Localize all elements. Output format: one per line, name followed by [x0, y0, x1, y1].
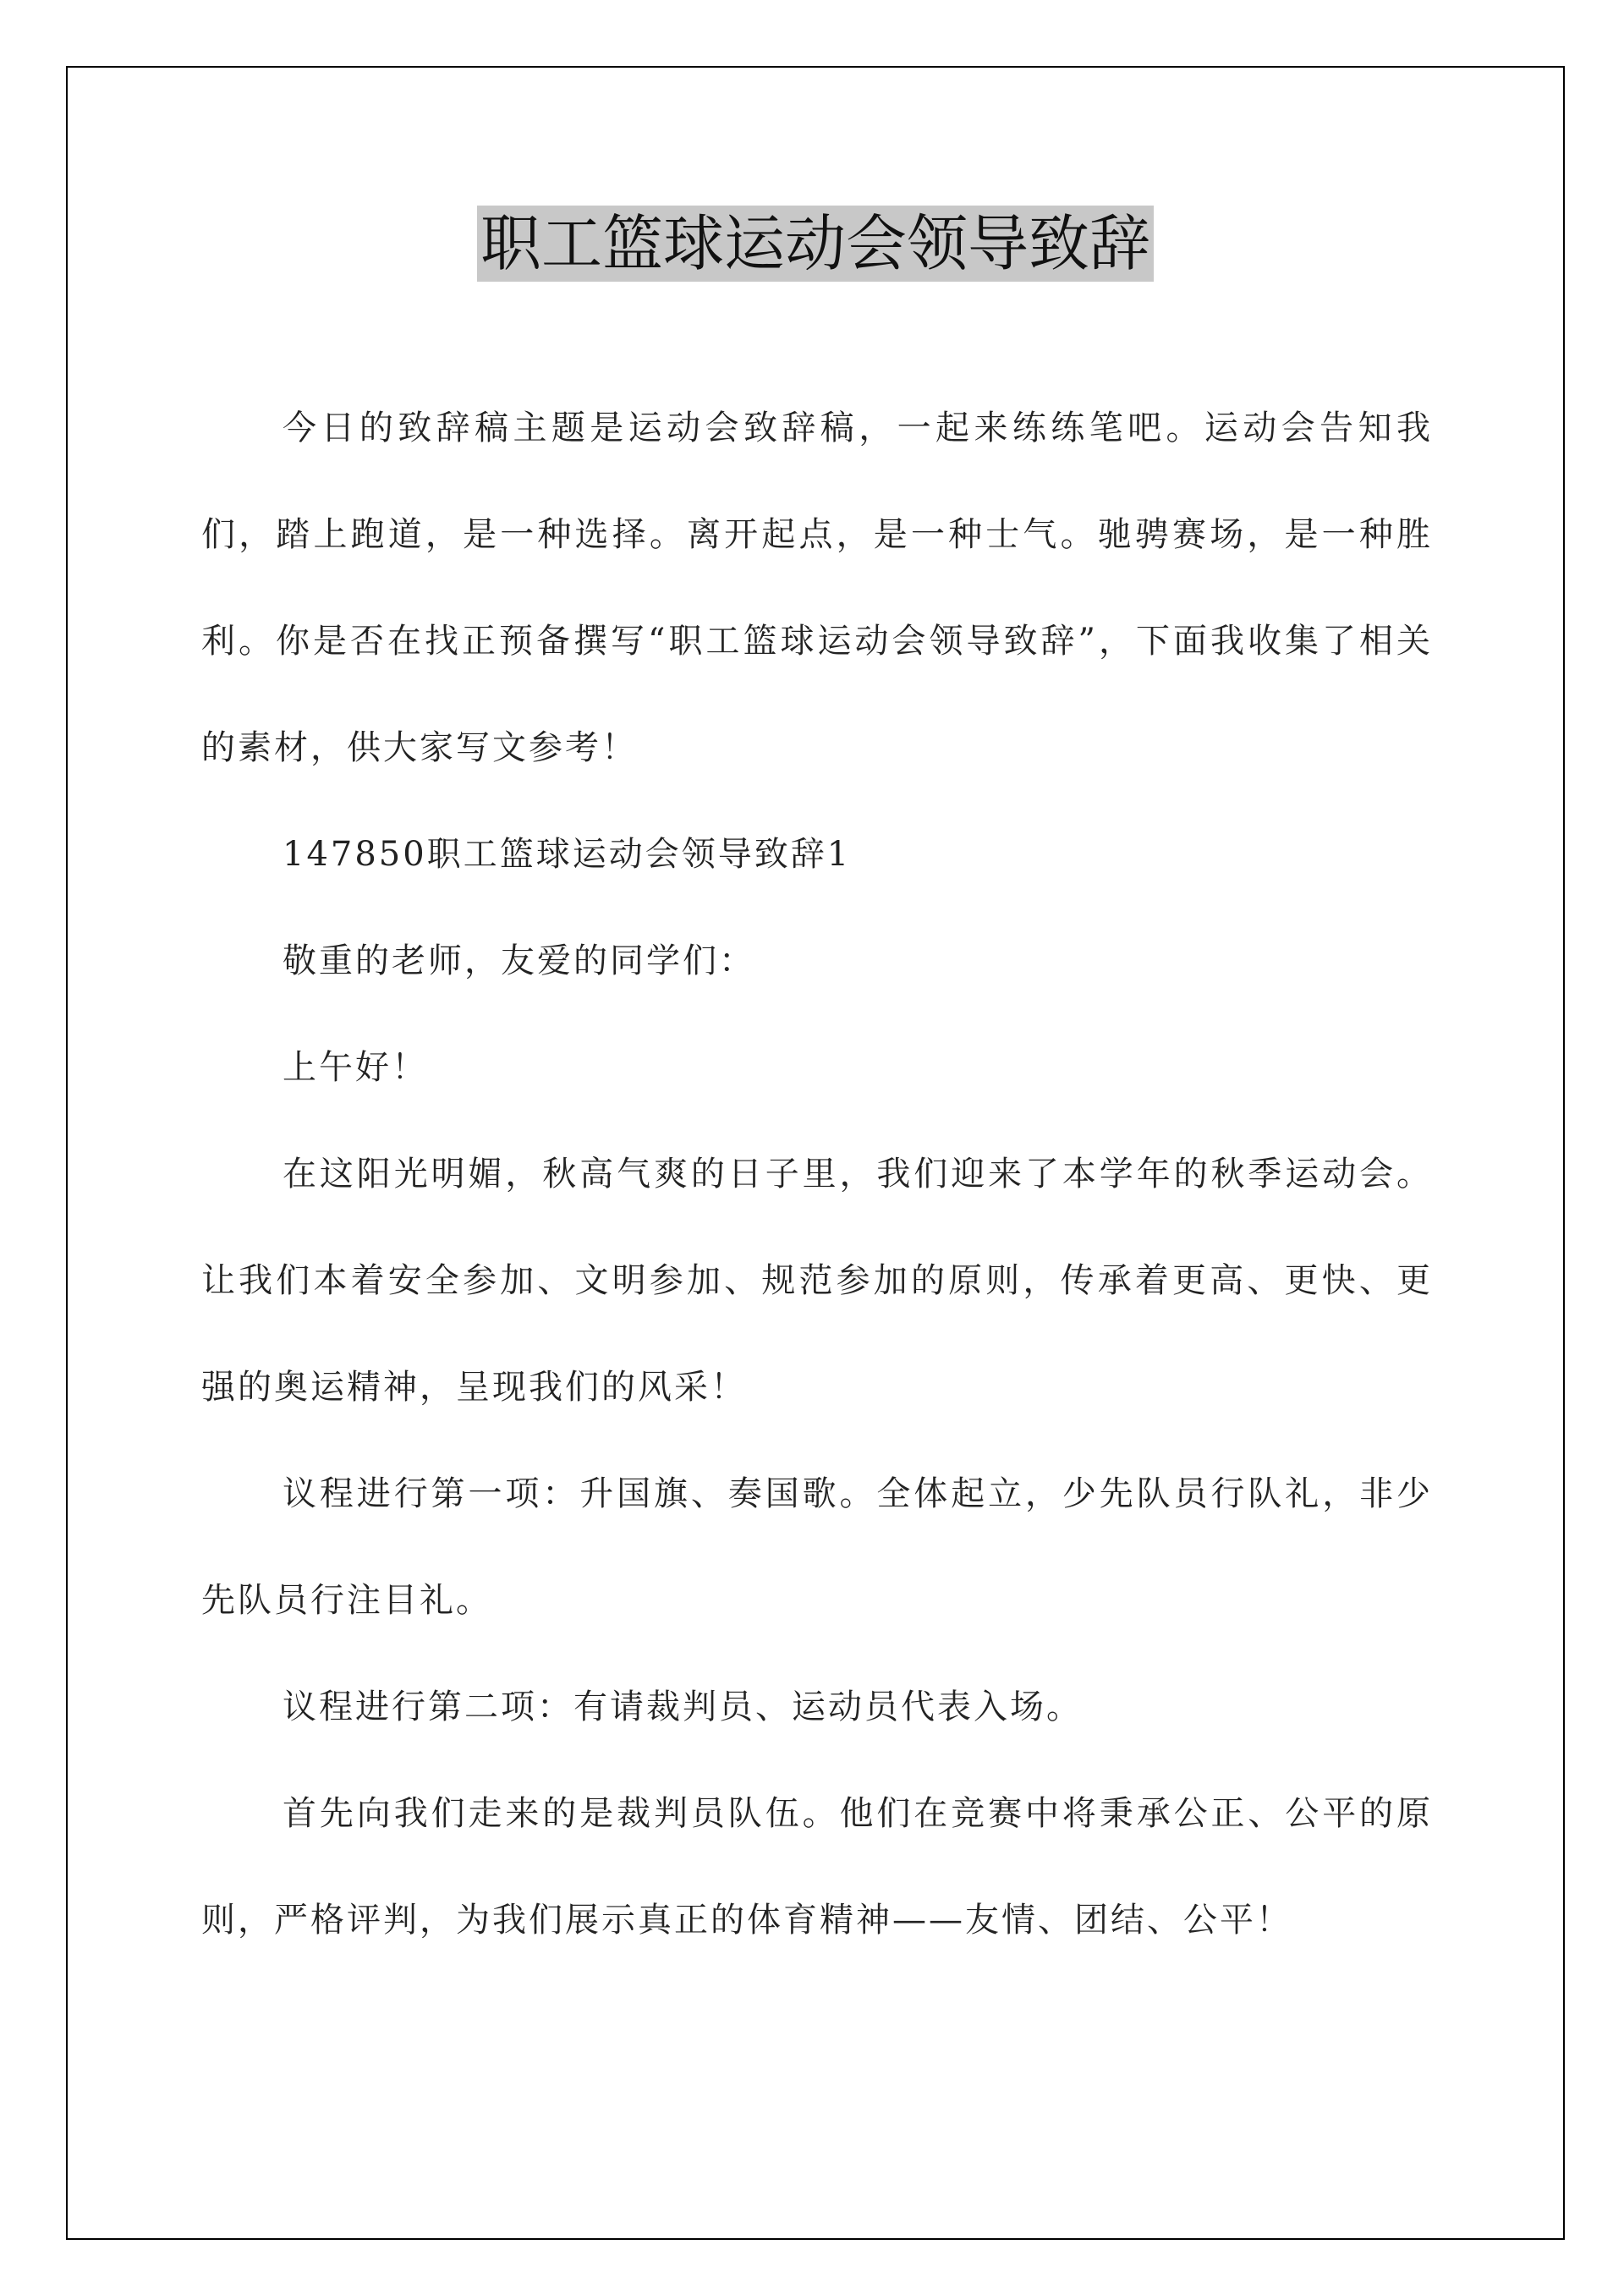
paragraph-intro: 今日的致辞稿主题是运动会致辞稿，一起来练练笔吧。运动会告知我们，踏上跑道，是一种选择。离开起点，是一种士气。驰骋赛场，是一种胜利。你是否在找正预备撰写“职工篮球运动会领导致辞”，下面我收集了相关的素材，供大家写文参考！ — [201, 409, 1433, 767]
document-body — [201, 375, 1433, 1973]
title-container — [68, 206, 1563, 282]
paragraph-salutation: 敬重的老师，友爱的同学们： — [283, 941, 755, 980]
paragraph-opening: 在这阳光明媚，秋高气爽的日子里，我们迎来了本学年的秋季运动会。让我们本着安全参加、文明参加、规范参加的原则，传承着更高、更快、更强的奥运精神，呈现我们的风采！ — [201, 1155, 1433, 1407]
paragraph-agenda-2: 议程进行第二项：有请裁判员、运动员代表入场。 — [283, 1688, 1083, 1726]
paragraph-agenda-1: 议程进行第一项：升国旗、奏国歌。全体起立，少先队员行队礼，非少先队员行注目礼。 — [201, 1474, 1433, 1620]
document-title: 职工篮球运动会领导致辞 — [477, 206, 1154, 282]
paragraph-subtitle: 147850职工篮球运动会领导致辞1 — [283, 835, 852, 874]
paragraph-referees: 首先向我们走来的是裁判员队伍。他们在竞赛中将秉承公正、公平的原则，严格评判，为我们展示真正的体育精神——友情、团结、公平！ — [201, 1794, 1433, 1940]
paragraph-greeting: 上午好！ — [283, 1048, 428, 1087]
document-page — [66, 66, 1565, 2240]
